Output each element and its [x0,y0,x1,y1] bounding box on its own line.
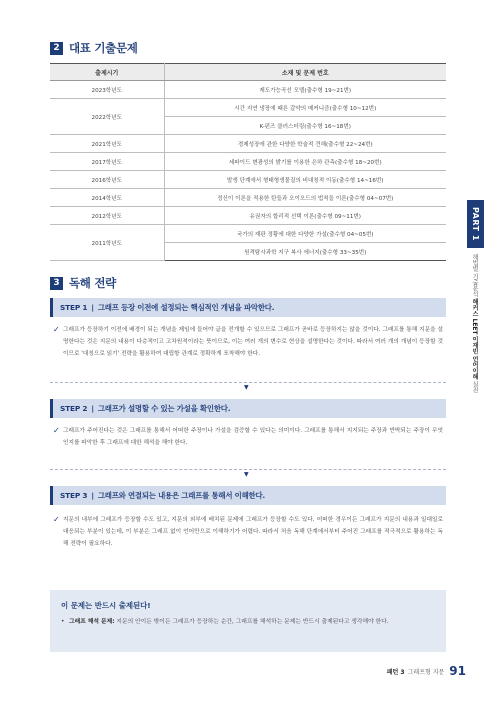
table-header-year: 출제시기 [50,64,164,81]
table-header-topic: 소재 및 문제 번호 [164,64,446,81]
step-2-bar [50,399,446,418]
table-cell-year: 2016학년도 [50,171,164,189]
table-cell-year: 2022학년도 [50,99,164,135]
alert-item [61,617,435,628]
check-icon: ✓ [53,426,60,435]
table-cell-year: 2012학년도 [50,207,164,225]
section-title: 대표 기출문제 [69,41,138,55]
table-row [50,207,446,225]
section-divider [50,469,446,470]
check-icon: ✓ [53,515,60,524]
footer-part: 패턴 3 [386,668,405,676]
check-icon: ✓ [53,325,60,334]
step-title: 그래프가 설명할 수 있는 가설을 확인한다. [97,404,231,413]
table-row [50,171,446,189]
table-cell-year: 2014학년도 [50,189,164,207]
alert-title: 이 문제는 반드시 출제된다! [61,601,151,610]
page-footer [340,664,466,678]
step-label: STEP 3 [60,491,88,500]
step-separator: | [91,303,94,312]
footer-subtitle: 그래프형 지문 [407,668,445,676]
table-cell-topic: 세파이드 변광성의 밝기를 이용한 은하 관측(출수형 18~20번) [164,153,446,171]
step-body: 그래프가 등장하기 이전에 배경이 되는 개념을 제임에 들어야 글을 전개할 수 있으므로 그래프가 곧바로 등장하지는 않을 것이다. 그래프를 통해 지문을 설명한다는 것은 지문의 내용이 다층적이고 고차원적이라는 뜻이므로, 이는 여러 개의 변수로 현상을 설명한다는 것이다. 따라서 여러 개의 개념이 등장할 것이므로 '대칭으로 읽기' 전략을 활용하여 대립항 관계로 정확하게 포착해야 한다. [63,327,443,357]
table-cell-year: 2021학년도 [50,135,164,153]
side-text-tail: 실전 [471,379,478,394]
down-arrow-icon: ▼ [244,471,249,478]
down-arrow-icon: ▼ [244,384,249,391]
section-2-heading [50,40,138,56]
table-cell-year: 2017학년도 [50,153,164,171]
table-row [50,189,446,207]
step-3-text [55,514,443,550]
bullet-icon: • [61,619,65,625]
table-cell-topic: K-펀즈 클러스터링(출수형 16~18번) [164,117,446,135]
table-cell-topic: 유권자의 합리적 선택 이론(출수형 09~11번) [164,207,446,225]
step-1-text [55,324,443,360]
table-cell-topic: 제도가능곡선 모델(출수형 19~21번) [164,81,446,99]
part-tab-label: PART 1 [471,207,480,241]
table-cell-topic: 국가의 재판 정황에 대한 다양한 가설(출수형 04~05번) [164,225,446,243]
section-3-heading [50,275,116,291]
step-1-bar [50,298,446,317]
table-cell-year: 2023학년도 [50,81,164,99]
section-number: 2 [50,42,63,55]
page-number: 91 [449,664,466,678]
alert-item-label: 그래프 해석 문제: [69,619,115,625]
table-cell-topic: 정신이 이론을 적용한 탄들과 오이오드의 법칙들 이론(출수형 04~07번) [164,189,446,207]
table-cell-topic: 경제성장에 관한 다양한 학술적 견해(출수형 22~24번) [164,135,446,153]
step-body: 지문의 내부에 그래프가 등장할 수도 있고, 지문의 외부에 배치된 문제에 그래프가 등장할 수도 있다. 어떠한 경우이든 그래프가 지문의 내용과 일대일로 대응되는 부분이 있는데, 이 부분은 그래프 없이 언어만으로 이해하기가 어렵다. 따라서 처음 독해 단계에서부터 주어진 그래프를 적극적으로 활용하는 독해 전략이 필요하다. [63,517,443,547]
step-separator: | [91,491,94,500]
section-divider [50,382,446,383]
step-title: 그래프와 연결되는 내용은 그래프를 통해서 이해한다. [97,491,265,500]
must-appear-box [50,590,446,652]
table-cell-year: 2011학년도 [50,225,164,261]
step-separator: | [91,404,94,413]
step-label: STEP 2 [60,404,88,413]
step-title: 그래프 등장 이전에 설정되는 핵심적인 개념을 파악한다. [97,303,275,312]
table-row [50,135,446,153]
side-text-light: 해법별 기출분석 [471,254,478,299]
step-3-bar [50,486,446,505]
past-exam-table [50,63,446,261]
section-title: 독해 전략 [69,276,116,290]
table-cell-topic: 원격탐사과학 지구 복사 에너지(출수형 33~35번) [164,243,446,261]
table-header-row [50,64,446,81]
alert-item-text: 지문의 안이든 밖이든 그래프가 등장하는 순간, 그래프를 해석하는 문제는 반드시 출제된다고 생각해야 한다. [114,619,389,625]
table-cell-topic: 발생 단계에서 형태형생물질의 비대칭적 이동(출수형 14~16번) [164,171,446,189]
table-row [50,153,446,171]
table-row [50,225,446,243]
side-running-title [470,254,479,393]
step-label: STEP 1 [60,303,88,312]
section-number: 3 [50,277,63,290]
part-tab [467,200,484,248]
step-2-text [55,425,443,449]
side-text-bold: 해커스 LEET 이재빈 언어이해 [471,298,478,380]
table-row [50,99,446,117]
step-body: 그래프가 주어진다는 것은 그래프를 통해서 어떠한 주장이나 가설을 검증할 수 있다는 의미이다. 그래프를 통해서 지지되는 주장과 반박되는 주장이 무엇인지를 파악한 후 그래프에 대한 해석을 해야 한다. [63,428,443,446]
table-cell-topic: 시간 지연 냉장에 때른 갈약의 메커니즘(출수형 10~12번) [164,99,446,117]
table-row [50,81,446,99]
